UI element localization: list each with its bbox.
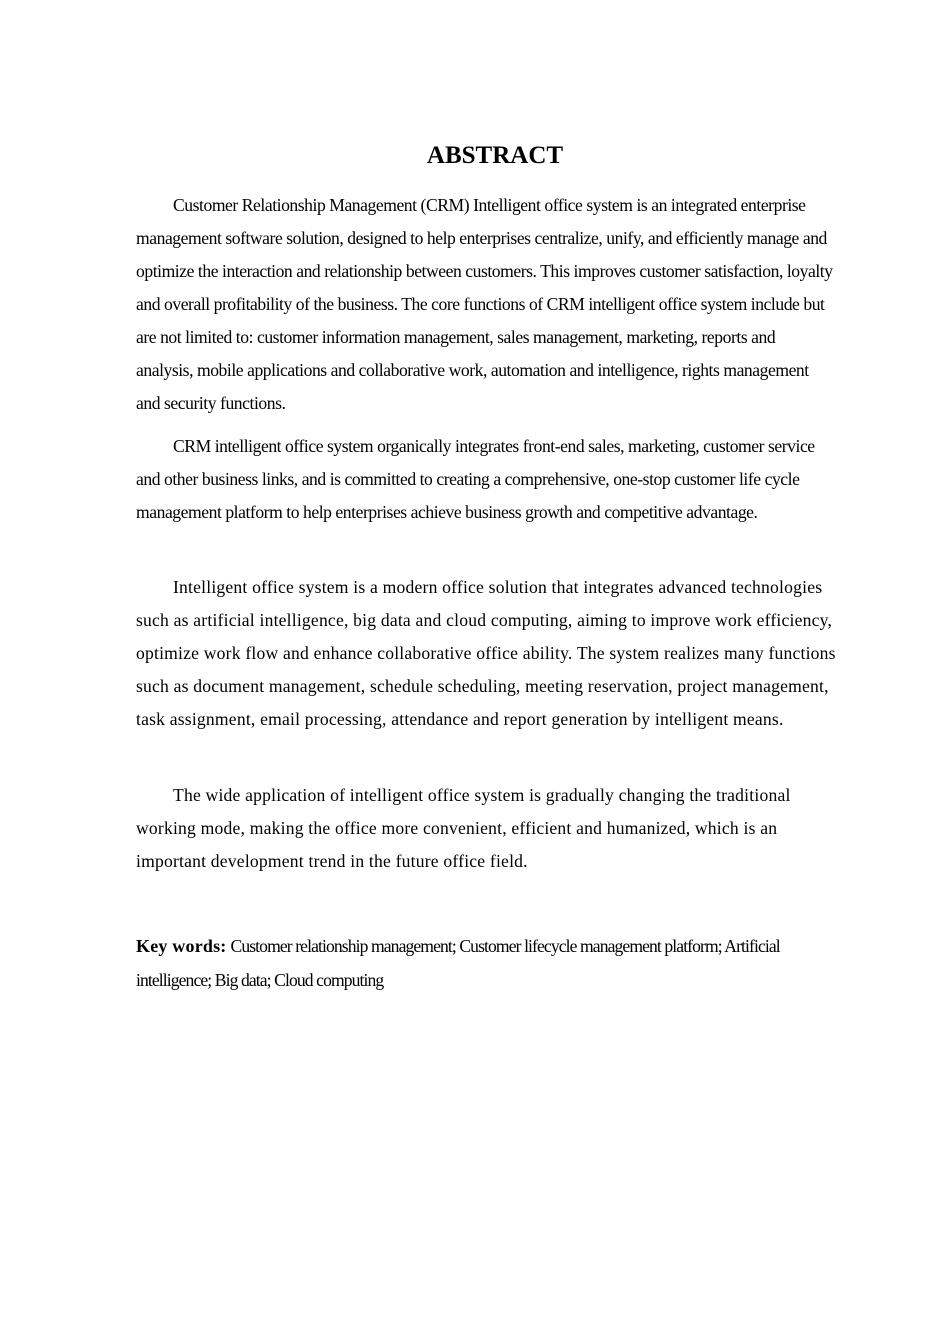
abstract-title: ABSTRACT	[426, 142, 564, 169]
abstract-paragraph-3: Intelligent office system is a modern office solution that integrates advanced technologies such as artificial intelligence, big data and cloud computing, aiming to improve work efficiency, optimize work flow and enhance collaborative office ability. The system realizes many functions such as document management, schedule scheduling, meeting reservation, project management, task assignment, email processing, attendance and report generation by intelligent means.	[136, 577, 836, 729]
abstract-paragraph-1: Customer Relationship Management (CRM) Intelligent office system is an integrated enterprise management software solution, designed to help enterprises centralize, unify, and efficiently manage and optimize the interaction and relationship between customers. This improves customer satisfaction, loyalty and overall profitability of the business. The core functions of CRM intelligent office system include but are not limited to: customer information management, sales management, marketing, reports and analysis, mobile applications and collaborative work, automation and intelligence, rights management and security functions.	[136, 195, 833, 413]
keywords-section	[136, 930, 836, 998]
keywords-label: Key words:	[136, 936, 227, 956]
keywords-text: Customer relationship management; Customer lifecycle management platform; Artificial intelligence; Big data; Cloud computing	[136, 936, 780, 990]
abstract-paragraph-4: The wide application of intelligent office system is gradually changing the traditional working mode, making the office more convenient, efficient and humanized, which is an important development trend in the future office field.	[136, 785, 791, 871]
abstract-paragraph-2: CRM intelligent office system organically integrates front-end sales, marketing, customer service and other business links, and is committed to creating a comprehensive, one-stop customer life cycle management platform to help enterprises achieve business growth and competitive advantage.	[136, 436, 815, 522]
